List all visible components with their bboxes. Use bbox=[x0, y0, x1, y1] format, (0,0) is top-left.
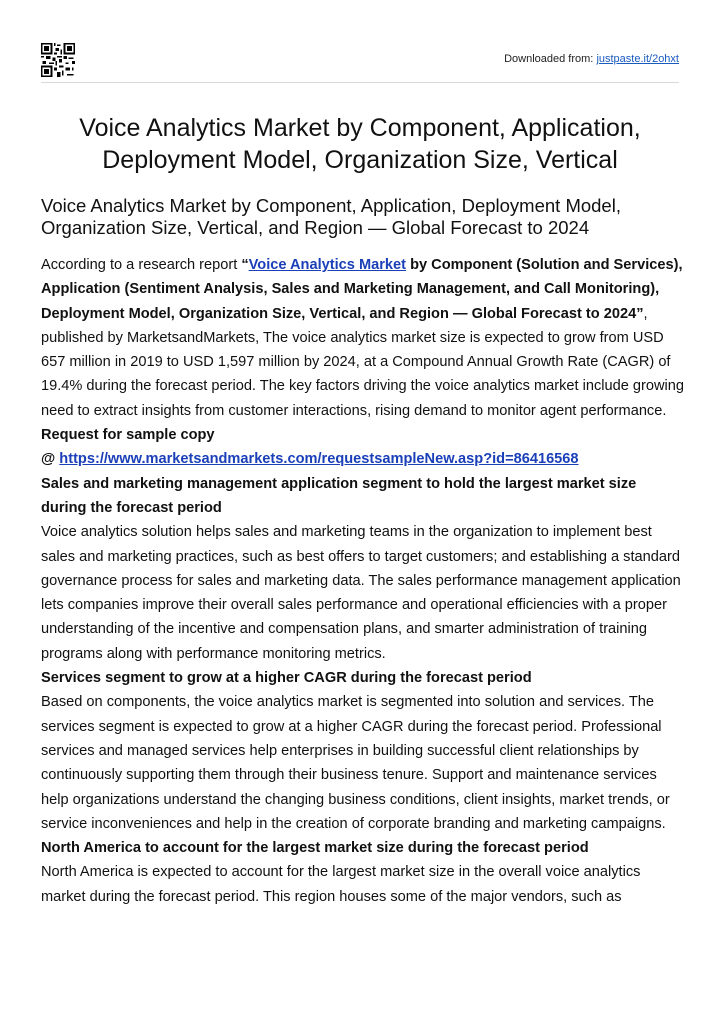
report-title-rest: by Component (Solution and Services), Application (Sentiment Analysis, Sales and Marketing Management, and Call Monitoring), Deployment Model, Organization Size, Vertical, and Region — Global Forecast to 2024” bbox=[41, 257, 683, 322]
source-link[interactable]: justpaste.it/2ohxt bbox=[596, 53, 679, 65]
section-text: Voice analytics solution helps sales and marketing teams in the organization to implement best sales and marketing practices, such as best offers to target customers; and establishing a standard governance process for sales and marketing data. The sales performance management application lets companies improve their overall sales performance and operational efficiencies with a proper understanding of the incentive and compensation plans, and smarter administration of training programs along with performance monitoring metrics. bbox=[41, 524, 681, 662]
page-header bbox=[41, 40, 679, 83]
intro-open-quote: “ bbox=[241, 257, 249, 273]
intro-rest: , published by MarketsandMarkets, The voice analytics market size is expected to grow from USD 657 million in 2019 to USD 1,597 million by 2024, at a Compound Annual Growth Rate (CAGR) of 19.4% during the forecast period. The key factors driving the voice analytics market include growing need to extract insights from customer interactions, rising demand to monitor agent performance. bbox=[41, 305, 685, 419]
sample-line bbox=[41, 447, 684, 471]
page-title: Voice Analytics Market by Component, Application, Deployment Model, Organization Size, Vertical bbox=[79, 114, 641, 174]
article-body bbox=[41, 253, 684, 909]
download-source bbox=[504, 53, 679, 65]
qr-code-icon bbox=[41, 43, 75, 77]
at-sign: @ bbox=[41, 451, 60, 468]
section-text: Based on components, the voice analytics market is segmented into solution and services. The services segment is expected to grow at a higher CAGR during the forecast period. Professional services and managed services help enterprises in building successful client relationships by continuously supporting them through their business tenure. Support and maintenance services help organizations understand the changing business conditions, client insights, market trends, or service inconveniences and help in the creation of corporate branding and marketing campaigns. bbox=[41, 694, 670, 832]
intro-lead: According to a research report bbox=[41, 257, 242, 273]
section-heading: North America to account for the largest market size during the forecast period bbox=[41, 840, 589, 857]
sample-request-link[interactable]: https://www.marketsandmarkets.com/requestsampleNew.asp?id=86416568 bbox=[59, 451, 579, 468]
section-text: North America is expected to account for the largest market size in the overall voice analytics market during the forecast period. This region houses some of the major vendors, such as bbox=[41, 864, 641, 905]
page-subtitle: Voice Analytics Market by Component, Application, Deployment Model, Organization Size, Vertical, and Region — Global Forecast to 2024 bbox=[41, 195, 621, 238]
intro-paragraph bbox=[41, 253, 684, 423]
sample-heading: Request for sample copy bbox=[41, 427, 215, 444]
section-heading: Sales and marketing management application segment to hold the largest market size during the forecast period bbox=[41, 475, 637, 516]
section-heading: Services segment to grow at a higher CAGR during the forecast period bbox=[41, 670, 532, 687]
downloaded-label: Downloaded from: bbox=[504, 53, 594, 65]
report-link[interactable]: Voice Analytics Market bbox=[248, 257, 407, 273]
